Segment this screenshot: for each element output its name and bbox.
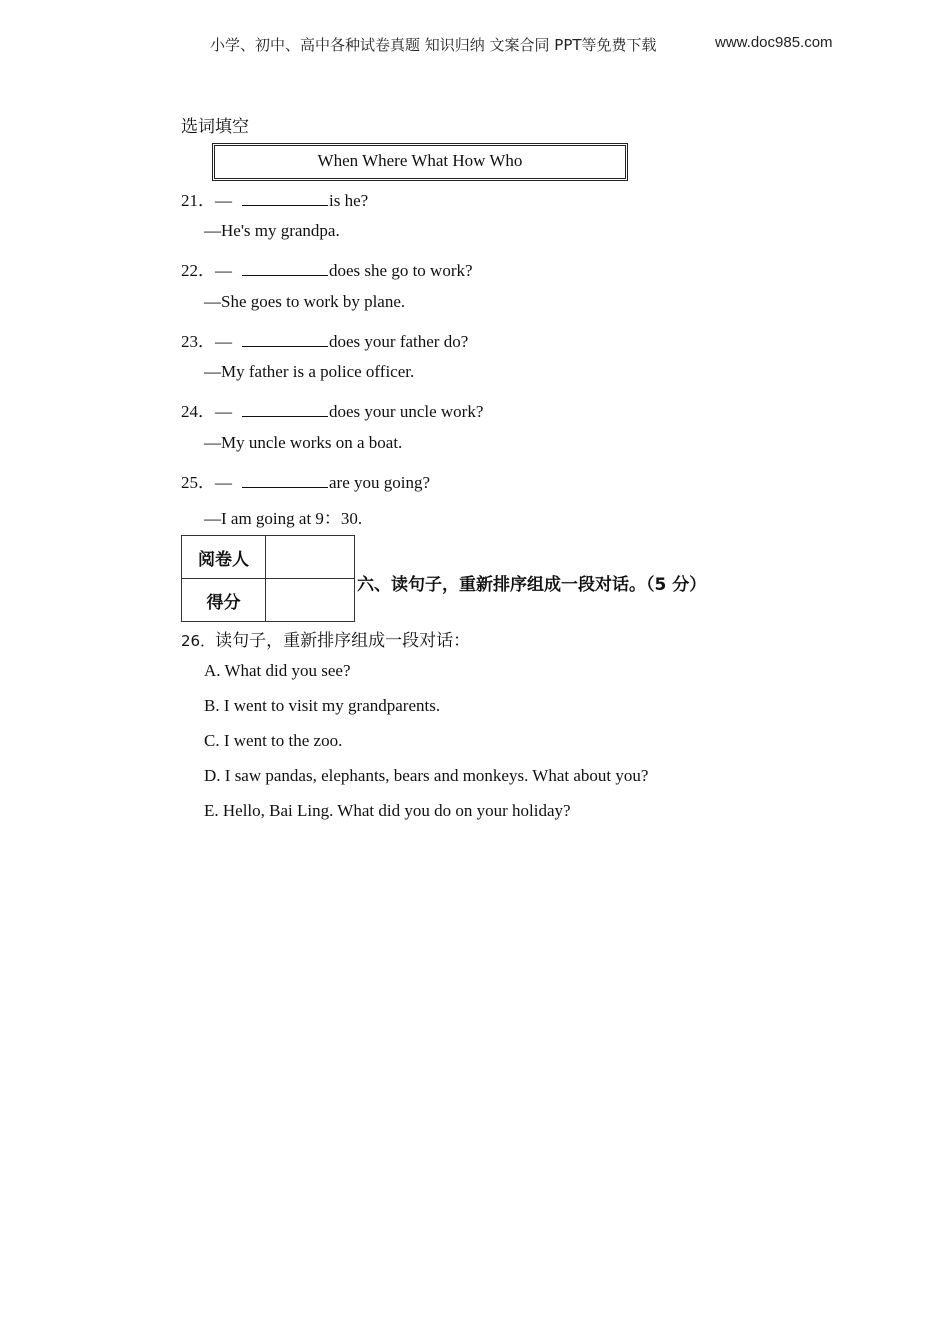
question-26-prompt: 读句子，重新排序组成一段对话： (215, 631, 471, 651)
question-26 (181, 626, 470, 651)
answer-line-25: —I am going at 9：30. (204, 509, 363, 528)
answer-blank-24[interactable] (242, 402, 328, 417)
section-label: 选词填空 (181, 117, 249, 137)
answer-line-22: —She goes to work by plane. (204, 292, 406, 311)
question-24 (181, 397, 483, 422)
answer-blank-21[interactable] (242, 191, 328, 206)
answer-blank-25[interactable] (242, 473, 328, 488)
answer-line-21: —He's my grandpa. (204, 221, 340, 240)
answer-blank-22[interactable] (242, 261, 328, 276)
answer-blank-23[interactable] (242, 332, 328, 347)
question-number: 25． (181, 473, 215, 492)
question-22 (181, 256, 473, 281)
option-d: D. I saw pandas, elephants, bears and monkeys. What about you? (204, 766, 649, 785)
option-a: A. What did you see? (204, 661, 351, 680)
question-text: does your uncle work? (329, 402, 484, 421)
question-text: does she go to work? (329, 261, 473, 280)
option-e: E. Hello, Bai Ling. What did you do on your holiday? (204, 801, 571, 820)
question-dash: — (215, 261, 232, 280)
question-text: is he? (329, 191, 369, 210)
question-21 (181, 186, 368, 211)
option-c: C. I went to the zoo. (204, 731, 343, 750)
question-number: 26． (181, 632, 216, 650)
question-23 (181, 327, 468, 352)
score-cell[interactable] (266, 579, 355, 622)
score-label: 得分 (182, 579, 266, 622)
question-dash: — (215, 191, 232, 210)
question-25 (181, 468, 430, 493)
question-number: 22． (181, 261, 215, 280)
option-b: B. I went to visit my grandparents. (204, 696, 441, 715)
answer-line-24: —My uncle works on a boat. (204, 433, 403, 452)
grader-cell[interactable] (266, 536, 355, 579)
question-dash: — (215, 473, 232, 492)
page-header (210, 34, 833, 55)
question-number: 24． (181, 402, 215, 421)
grader-label: 阅卷人 (182, 536, 266, 579)
section-6-title: 六、读句子，重新排序组成一段对话。（5 分） (357, 575, 707, 595)
answer-line-23: —My father is a police officer. (204, 362, 415, 381)
word-bank-box: When Where What How Who (212, 143, 628, 181)
header-text: 小学、初中、高中各种试卷真题 知识归纳 文案合同 PPT等免费下载 (210, 36, 657, 54)
question-dash: — (215, 402, 232, 421)
header-site: www.doc985.com (715, 34, 833, 51)
question-text: are you going? (329, 473, 431, 492)
score-table (181, 535, 355, 622)
question-number: 23． (181, 332, 215, 351)
question-dash: — (215, 332, 232, 351)
question-number: 21． (181, 191, 215, 210)
question-text: does your father do? (329, 332, 469, 351)
